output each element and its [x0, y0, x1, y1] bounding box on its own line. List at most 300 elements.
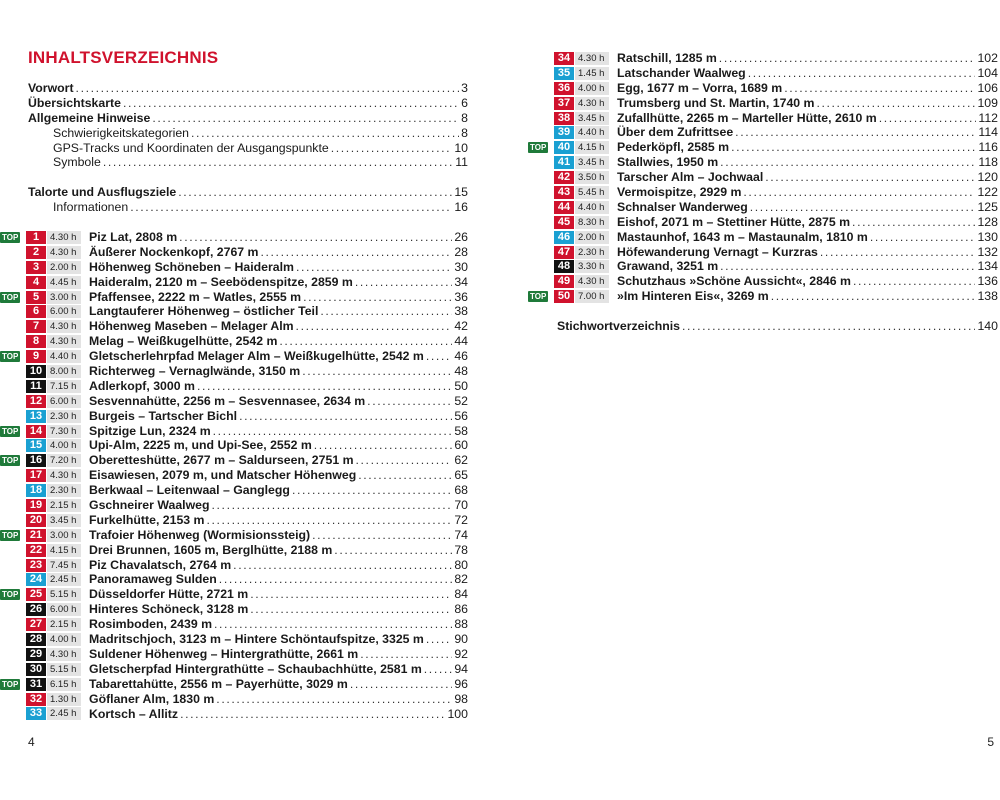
tour-page: 125 — [977, 199, 998, 214]
tour-entry[interactable] — [0, 662, 468, 677]
tour-entry[interactable] — [0, 707, 468, 722]
toc-entry-page: 11 — [455, 155, 468, 170]
leader-dots — [239, 409, 452, 424]
tour-duration: 1.45 h — [575, 67, 609, 80]
tour-duration: 4.30 h — [575, 275, 609, 288]
leader-dots — [765, 170, 975, 185]
tour-duration: 7.30 h — [47, 425, 81, 438]
tour-duration: 7.00 h — [575, 290, 609, 303]
leader-dots — [213, 424, 453, 439]
leader-dots — [130, 200, 452, 215]
top-slot — [0, 426, 26, 437]
tour-page: 88 — [454, 617, 468, 632]
leader-dots — [250, 587, 452, 602]
right-page — [500, 0, 1000, 800]
tour-entry[interactable] — [528, 289, 998, 304]
tour-number-badge: 13 — [26, 410, 46, 423]
leader-dots — [816, 96, 975, 111]
leader-dots — [123, 96, 459, 111]
tour-number-badge: 29 — [26, 648, 46, 661]
tour-number-badge: 18 — [26, 484, 46, 497]
leader-dots — [312, 528, 452, 543]
tour-title: Egg, 1677 m – Vorra, 1689 m — [617, 80, 783, 95]
tour-page: 52 — [454, 393, 468, 408]
toc-entry-title: Symbole — [53, 155, 101, 170]
tour-number-badge: 34 — [554, 52, 574, 65]
tour-title: Höhenweg Maseben – Melager Alm — [89, 319, 294, 334]
tour-number-badge: 5 — [26, 291, 46, 304]
tour-title: Piz Lat, 2808 m — [89, 230, 178, 244]
tour-page: 65 — [454, 468, 468, 483]
tour-number-badge: 46 — [554, 231, 574, 244]
tour-number-badge: 31 — [26, 678, 46, 691]
tour-duration: 4.30 h — [575, 52, 609, 65]
leader-dots — [820, 245, 976, 260]
tour-page: 104 — [977, 65, 998, 80]
tour-duration: 7.15 h — [47, 380, 81, 393]
tour-entry[interactable] — [0, 468, 468, 483]
tour-number-badge: 37 — [554, 97, 574, 110]
tour-number-badge: 17 — [26, 469, 46, 482]
toc-entry-title: Informationen — [53, 200, 129, 215]
tour-page: 72 — [454, 512, 468, 527]
tour-title: Schutzhaus »Schöne Aussicht«, 2846 m — [617, 274, 851, 289]
leader-dots — [197, 379, 452, 394]
tour-page: 84 — [454, 587, 468, 602]
tour-duration: 8.00 h — [47, 365, 81, 378]
tour-entry[interactable] — [528, 140, 998, 155]
toc-entry[interactable] — [28, 185, 468, 200]
tour-number-badge: 42 — [554, 171, 574, 184]
tour-title: Vermoispitze, 2929 m — [617, 185, 742, 200]
tour-duration: 7.45 h — [47, 559, 81, 572]
tour-title: Schnalser Wanderweg — [617, 199, 748, 214]
tour-title: Suldener Höhenweg – Hintergrathütte, 2661 m — [89, 646, 359, 661]
tour-page: 106 — [977, 80, 998, 95]
tour-title: Furkelhütte, 2153 m — [89, 512, 205, 527]
leader-dots — [720, 259, 975, 274]
leader-dots — [296, 260, 452, 275]
leader-dots — [720, 155, 976, 170]
tour-title: Zufallhütte, 2265 m – Marteller Hütte, 2610 m — [617, 110, 877, 125]
tour-duration: 3.45 h — [575, 156, 609, 169]
leader-dots — [103, 155, 453, 170]
tour-entry[interactable] — [528, 111, 998, 126]
tour-duration: 2.30 h — [575, 246, 609, 259]
top-badge: TOP — [2, 679, 19, 689]
tour-duration: 4.30 h — [575, 97, 609, 110]
tour-duration: 2.15 h — [47, 499, 81, 512]
top-badge: TOP — [2, 292, 19, 302]
toc-index-section — [557, 319, 998, 334]
tour-duration: 4.30 h — [47, 469, 81, 482]
tour-entry[interactable] — [0, 498, 468, 513]
tour-title: Burgeis – Tartscher Bichl — [89, 408, 238, 423]
tour-entry[interactable] — [528, 66, 998, 81]
tour-number-badge: 25 — [26, 588, 46, 601]
tour-number-badge: 28 — [26, 633, 46, 646]
tour-duration: 6.00 h — [47, 603, 81, 616]
top-badge: TOP — [2, 590, 19, 600]
tour-title: Piz Chavalatsch, 2764 m — [89, 557, 232, 572]
page-number-left: 4 — [28, 735, 35, 749]
tour-number-badge: 8 — [26, 335, 46, 348]
tour-title: Haideralm, 2120 m – Seebödenspitze, 2859 m — [89, 274, 353, 289]
tour-number-badge: 35 — [554, 67, 574, 80]
toc-entry-page: 8 — [461, 125, 468, 140]
tour-entry[interactable] — [0, 528, 468, 543]
tour-duration: 4.00 h — [575, 82, 609, 95]
leader-dots — [784, 81, 975, 96]
tour-number-badge: 26 — [26, 603, 46, 616]
tour-title: Melag – Weißkugelhütte, 2542 m — [89, 334, 278, 349]
toc-entry-page: 16 — [454, 200, 468, 215]
tour-number-badge: 33 — [26, 707, 46, 720]
tour-title: Kortsch – Allitz — [89, 706, 179, 721]
tour-number-badge: 12 — [26, 395, 46, 408]
tour-number-badge: 6 — [26, 305, 46, 318]
toc-entry-title: GPS-Tracks und Koordinaten der Ausgangspunkte — [53, 140, 329, 155]
tour-page: 28 — [454, 244, 468, 259]
tour-duration: 4.40 h — [575, 201, 609, 214]
top-badge: TOP — [530, 292, 547, 302]
tour-entry[interactable] — [528, 215, 998, 230]
tour-entry[interactable] — [528, 274, 998, 289]
tour-title: Gletscherpfad Hintergrathütte – Schaubachhütte, 2581 m — [89, 661, 422, 676]
toc-entry-title: Vorwort — [28, 81, 74, 95]
tour-entry[interactable] — [0, 334, 468, 349]
tour-duration: 4.30 h — [47, 246, 81, 259]
tour-entry[interactable] — [0, 424, 468, 439]
tour-number-badge: 19 — [26, 499, 46, 512]
tour-number-badge: 2 — [26, 246, 46, 259]
tour-entry[interactable] — [0, 230, 468, 245]
tour-entry[interactable] — [0, 647, 468, 662]
leader-dots — [279, 334, 452, 349]
tour-page: 78 — [454, 542, 468, 557]
tour-entry[interactable] — [0, 409, 468, 424]
tour-page: 132 — [977, 244, 998, 259]
tour-duration: 3.30 h — [575, 260, 609, 273]
leader-dots — [424, 662, 453, 677]
tour-page: 82 — [454, 572, 468, 587]
tour-duration: 5.15 h — [47, 663, 81, 676]
tour-page: 96 — [454, 676, 468, 691]
tour-entry[interactable] — [528, 155, 998, 170]
tour-title: Langtauferer Höhenweg – östlicher Teil — [89, 304, 319, 319]
top-slot — [0, 351, 26, 362]
tour-entry[interactable] — [528, 170, 998, 185]
leader-dots — [682, 319, 975, 334]
tour-title: Gletscherlehrpfad Melager Alm – Weißkugelhütte, 2542 m — [89, 349, 424, 364]
tour-entry[interactable] — [0, 349, 468, 364]
top-slot — [528, 142, 554, 153]
tour-page: 98 — [454, 691, 468, 706]
tour-entry[interactable] — [0, 692, 468, 707]
tour-duration: 6.00 h — [47, 305, 81, 318]
leader-dots — [731, 140, 976, 155]
leader-dots — [178, 185, 452, 200]
leader-dots — [367, 394, 452, 409]
toc-general-section — [28, 81, 468, 215]
leader-dots — [360, 647, 452, 662]
leader-dots — [719, 51, 976, 66]
tour-page: 94 — [454, 661, 468, 676]
top-slot — [0, 530, 26, 541]
tour-page: 90 — [454, 632, 468, 647]
leader-dots — [426, 632, 452, 647]
leader-dots — [212, 498, 453, 513]
tour-entry[interactable] — [528, 125, 998, 140]
tour-title: Oberetteshütte, 2677 m – Saldurseen, 2751 m — [89, 453, 354, 468]
tour-duration: 3.00 h — [47, 529, 81, 542]
tour-number-badge: 16 — [26, 454, 46, 467]
top-slot — [0, 455, 26, 466]
tour-number-badge: 45 — [554, 216, 574, 229]
tour-page: 128 — [977, 214, 998, 229]
leader-dots — [350, 677, 453, 692]
tour-title: Eisawiesen, 2079 m, und Matscher Höhenweg — [89, 468, 357, 483]
tour-entry[interactable] — [0, 290, 468, 305]
toc-entry-page: 140 — [977, 319, 998, 333]
tour-entry[interactable] — [0, 543, 468, 558]
leader-dots — [191, 126, 459, 141]
tour-entry[interactable] — [528, 185, 998, 200]
toc-entry-title: Übersichtskarte — [28, 95, 121, 110]
tour-page: 48 — [454, 364, 468, 379]
tour-number-badge: 36 — [554, 82, 574, 95]
toc-entry[interactable] — [28, 155, 468, 170]
leader-dots — [852, 215, 975, 230]
tour-entry[interactable] — [0, 677, 468, 692]
tour-page: 70 — [454, 498, 468, 513]
tour-entry[interactable] — [528, 259, 998, 274]
tour-page: 44 — [454, 334, 468, 349]
tour-title: Madritschjoch, 3123 m – Hintere Schöntaufspitze, 3325 m — [89, 632, 424, 647]
tour-duration: 4.40 h — [47, 350, 81, 363]
tour-title: Düsseldorfer Hütte, 2721 m — [89, 587, 249, 602]
tour-title: Rosimboden, 2439 m — [89, 617, 213, 632]
tour-number-badge: 24 — [26, 573, 46, 586]
tour-duration: 3.45 h — [47, 514, 81, 527]
tour-title: Äußerer Nockenkopf, 2767 m — [89, 244, 259, 259]
tour-page: 136 — [977, 274, 998, 289]
tour-page: 116 — [978, 140, 998, 155]
tour-page: 56 — [454, 408, 468, 423]
tour-title: Trafoier Höhenweg (Wormisionssteig) — [89, 527, 311, 542]
tour-number-badge: 10 — [26, 365, 46, 378]
page-number-right: 5 — [987, 735, 994, 749]
toc-entry-page: 3 — [461, 81, 468, 95]
leader-dots — [296, 319, 453, 334]
tour-entry[interactable] — [0, 364, 468, 379]
tour-entry[interactable] — [528, 81, 998, 96]
tour-entry[interactable] — [0, 394, 468, 409]
toc-entry-title: Schwierigkeitskategorien — [53, 125, 190, 140]
toc-entry[interactable] — [28, 96, 468, 111]
top-slot — [528, 291, 554, 302]
tour-entry[interactable] — [0, 513, 468, 528]
tour-title: Höfewanderung Vernagt – Kurzras — [617, 244, 818, 259]
leader-dots — [355, 275, 452, 290]
tour-duration: 5.45 h — [575, 186, 609, 199]
tour-duration: 5.15 h — [47, 588, 81, 601]
tour-duration: 2.00 h — [575, 231, 609, 244]
leader-dots — [750, 200, 976, 215]
tour-title: Trumsberg und St. Martin, 1740 m — [617, 95, 815, 110]
leader-dots — [334, 543, 452, 558]
tour-entry[interactable] — [0, 319, 468, 334]
tour-entry[interactable] — [0, 275, 468, 290]
leader-dots — [743, 185, 975, 200]
tour-number-badge: 7 — [26, 320, 46, 333]
tour-title: Upi-Alm, 2225 m, und Upi-See, 2552 m — [89, 438, 312, 453]
tour-entry[interactable] — [528, 200, 998, 215]
tour-duration: 2.30 h — [47, 410, 81, 423]
tour-entry[interactable] — [528, 245, 998, 260]
tour-number-badge: 40 — [554, 141, 574, 154]
tour-title: Sesvennahütte, 2256 m – Sesvennasee, 2634 m — [89, 393, 366, 408]
toc-entry[interactable] — [28, 200, 468, 215]
tour-number-badge: 48 — [554, 260, 574, 273]
tour-number-badge: 32 — [26, 693, 46, 706]
tour-entry[interactable] — [0, 379, 468, 394]
tour-duration: 4.15 h — [47, 544, 81, 557]
toc-entry-title: Allgemeine Hinweise — [28, 110, 151, 125]
tour-number-badge: 39 — [554, 126, 574, 139]
tour-duration: 4.00 h — [47, 633, 81, 646]
leader-dots — [219, 572, 453, 587]
tour-entry[interactable] — [0, 632, 468, 647]
leader-dots — [735, 125, 976, 140]
tour-number-badge: 49 — [554, 275, 574, 288]
tour-title: Spitzige Lun, 2324 m — [89, 423, 211, 438]
tour-title: »Im Hinteren Eis«, 3269 m — [617, 289, 769, 304]
tour-page: 58 — [454, 423, 468, 438]
tour-page: 102 — [977, 51, 998, 65]
top-badge: TOP — [2, 352, 19, 362]
tour-page: 112 — [978, 110, 998, 125]
toc-entry[interactable] — [28, 81, 468, 96]
leader-dots — [292, 483, 452, 498]
tour-entry[interactable] — [0, 483, 468, 498]
tour-page: 46 — [454, 349, 468, 364]
tour-title: Höhenweg Schöneben – Haideralm — [89, 259, 294, 274]
top-badge: TOP — [2, 426, 19, 436]
tour-page: 100 — [447, 706, 468, 721]
toc-entry[interactable] — [28, 126, 468, 141]
top-badge: TOP — [2, 232, 19, 242]
tour-entry[interactable] — [528, 230, 998, 245]
tour-page: 120 — [977, 170, 998, 185]
leader-dots — [216, 692, 452, 707]
leader-dots — [180, 707, 445, 722]
tour-entry[interactable] — [0, 438, 468, 453]
tour-duration: 3.45 h — [575, 112, 609, 125]
leader-dots — [320, 304, 452, 319]
leader-dots — [152, 111, 459, 126]
tour-title: Tarscher Alm – Jochwaal — [617, 170, 764, 185]
tour-page: 30 — [454, 259, 468, 274]
tour-entry[interactable] — [0, 304, 468, 319]
tour-title: Panoramaweg Sulden — [89, 572, 217, 587]
tour-number-badge: 20 — [26, 514, 46, 527]
tour-number-badge: 44 — [554, 201, 574, 214]
leader-dots — [853, 274, 976, 289]
tour-entry[interactable] — [528, 51, 998, 66]
tour-duration: 8.30 h — [575, 216, 609, 229]
tour-entry[interactable] — [0, 558, 468, 573]
tour-title: Hinteres Schöneck, 3128 m — [89, 602, 249, 617]
tour-title: Gschneirer Waalweg — [89, 498, 210, 513]
tour-duration: 2.30 h — [47, 484, 81, 497]
leader-dots — [179, 230, 452, 245]
tour-page: 26 — [454, 230, 468, 244]
tour-entry[interactable] — [0, 602, 468, 617]
tour-entry[interactable] — [528, 96, 998, 111]
tour-duration: 4.45 h — [47, 276, 81, 289]
tour-entry[interactable] — [0, 453, 468, 468]
top-slot — [0, 292, 26, 303]
tour-title: Göflaner Alm, 1830 m — [89, 691, 215, 706]
leader-dots — [207, 513, 453, 528]
toc-tours-list-left — [0, 230, 468, 721]
tour-entry[interactable] — [0, 587, 468, 602]
toc-title: INHALTSVERZEICHNIS — [28, 48, 219, 67]
tour-duration: 4.30 h — [47, 335, 81, 348]
top-badge: TOP — [530, 143, 547, 153]
tour-entry[interactable] — [0, 617, 468, 632]
tour-entry[interactable] — [0, 572, 468, 587]
tour-page: 60 — [454, 438, 468, 453]
tour-page: 38 — [454, 304, 468, 319]
toc-tours-list-right — [528, 51, 998, 304]
tour-number-badge: 38 — [554, 112, 574, 125]
toc-entry-page: 15 — [454, 185, 468, 200]
tour-entry[interactable] — [0, 245, 468, 260]
tour-entry[interactable] — [0, 260, 468, 275]
tour-title: Latschander Waalweg — [617, 65, 746, 80]
toc-entry-page: 10 — [454, 140, 468, 155]
tour-number-badge: 30 — [26, 663, 46, 676]
toc-entry[interactable] — [28, 111, 468, 126]
tour-duration: 2.00 h — [47, 261, 81, 274]
tour-page: 118 — [978, 155, 998, 170]
tour-number-badge: 9 — [26, 350, 46, 363]
toc-entry[interactable] — [557, 319, 998, 334]
leader-dots — [358, 468, 452, 483]
toc-entry[interactable] — [28, 141, 468, 156]
toc-entry-page: 8 — [461, 110, 468, 125]
leader-dots — [748, 66, 976, 81]
top-slot — [0, 679, 26, 690]
leader-dots — [314, 438, 453, 453]
leader-dots — [331, 141, 453, 156]
tour-page: 34 — [454, 274, 468, 289]
tour-duration: 6.15 h — [47, 678, 81, 691]
tour-title: Über dem Zufrittsee — [617, 125, 734, 140]
top-slot — [0, 589, 26, 600]
toc-entry-title: Talorte und Ausflugsziele — [28, 185, 177, 200]
tour-page: 74 — [454, 527, 468, 542]
top-slot — [0, 232, 26, 243]
tour-number-badge: 41 — [554, 156, 574, 169]
tour-title: Eishof, 2071 m – Stettiner Hütte, 2875 m — [617, 214, 851, 229]
tour-duration: 4.15 h — [575, 141, 609, 154]
tour-title: Mastaunhof, 1643 m – Mastaunalm, 1810 m — [617, 229, 868, 244]
tour-duration: 2.45 h — [47, 573, 81, 586]
tour-number-badge: 3 — [26, 261, 46, 274]
